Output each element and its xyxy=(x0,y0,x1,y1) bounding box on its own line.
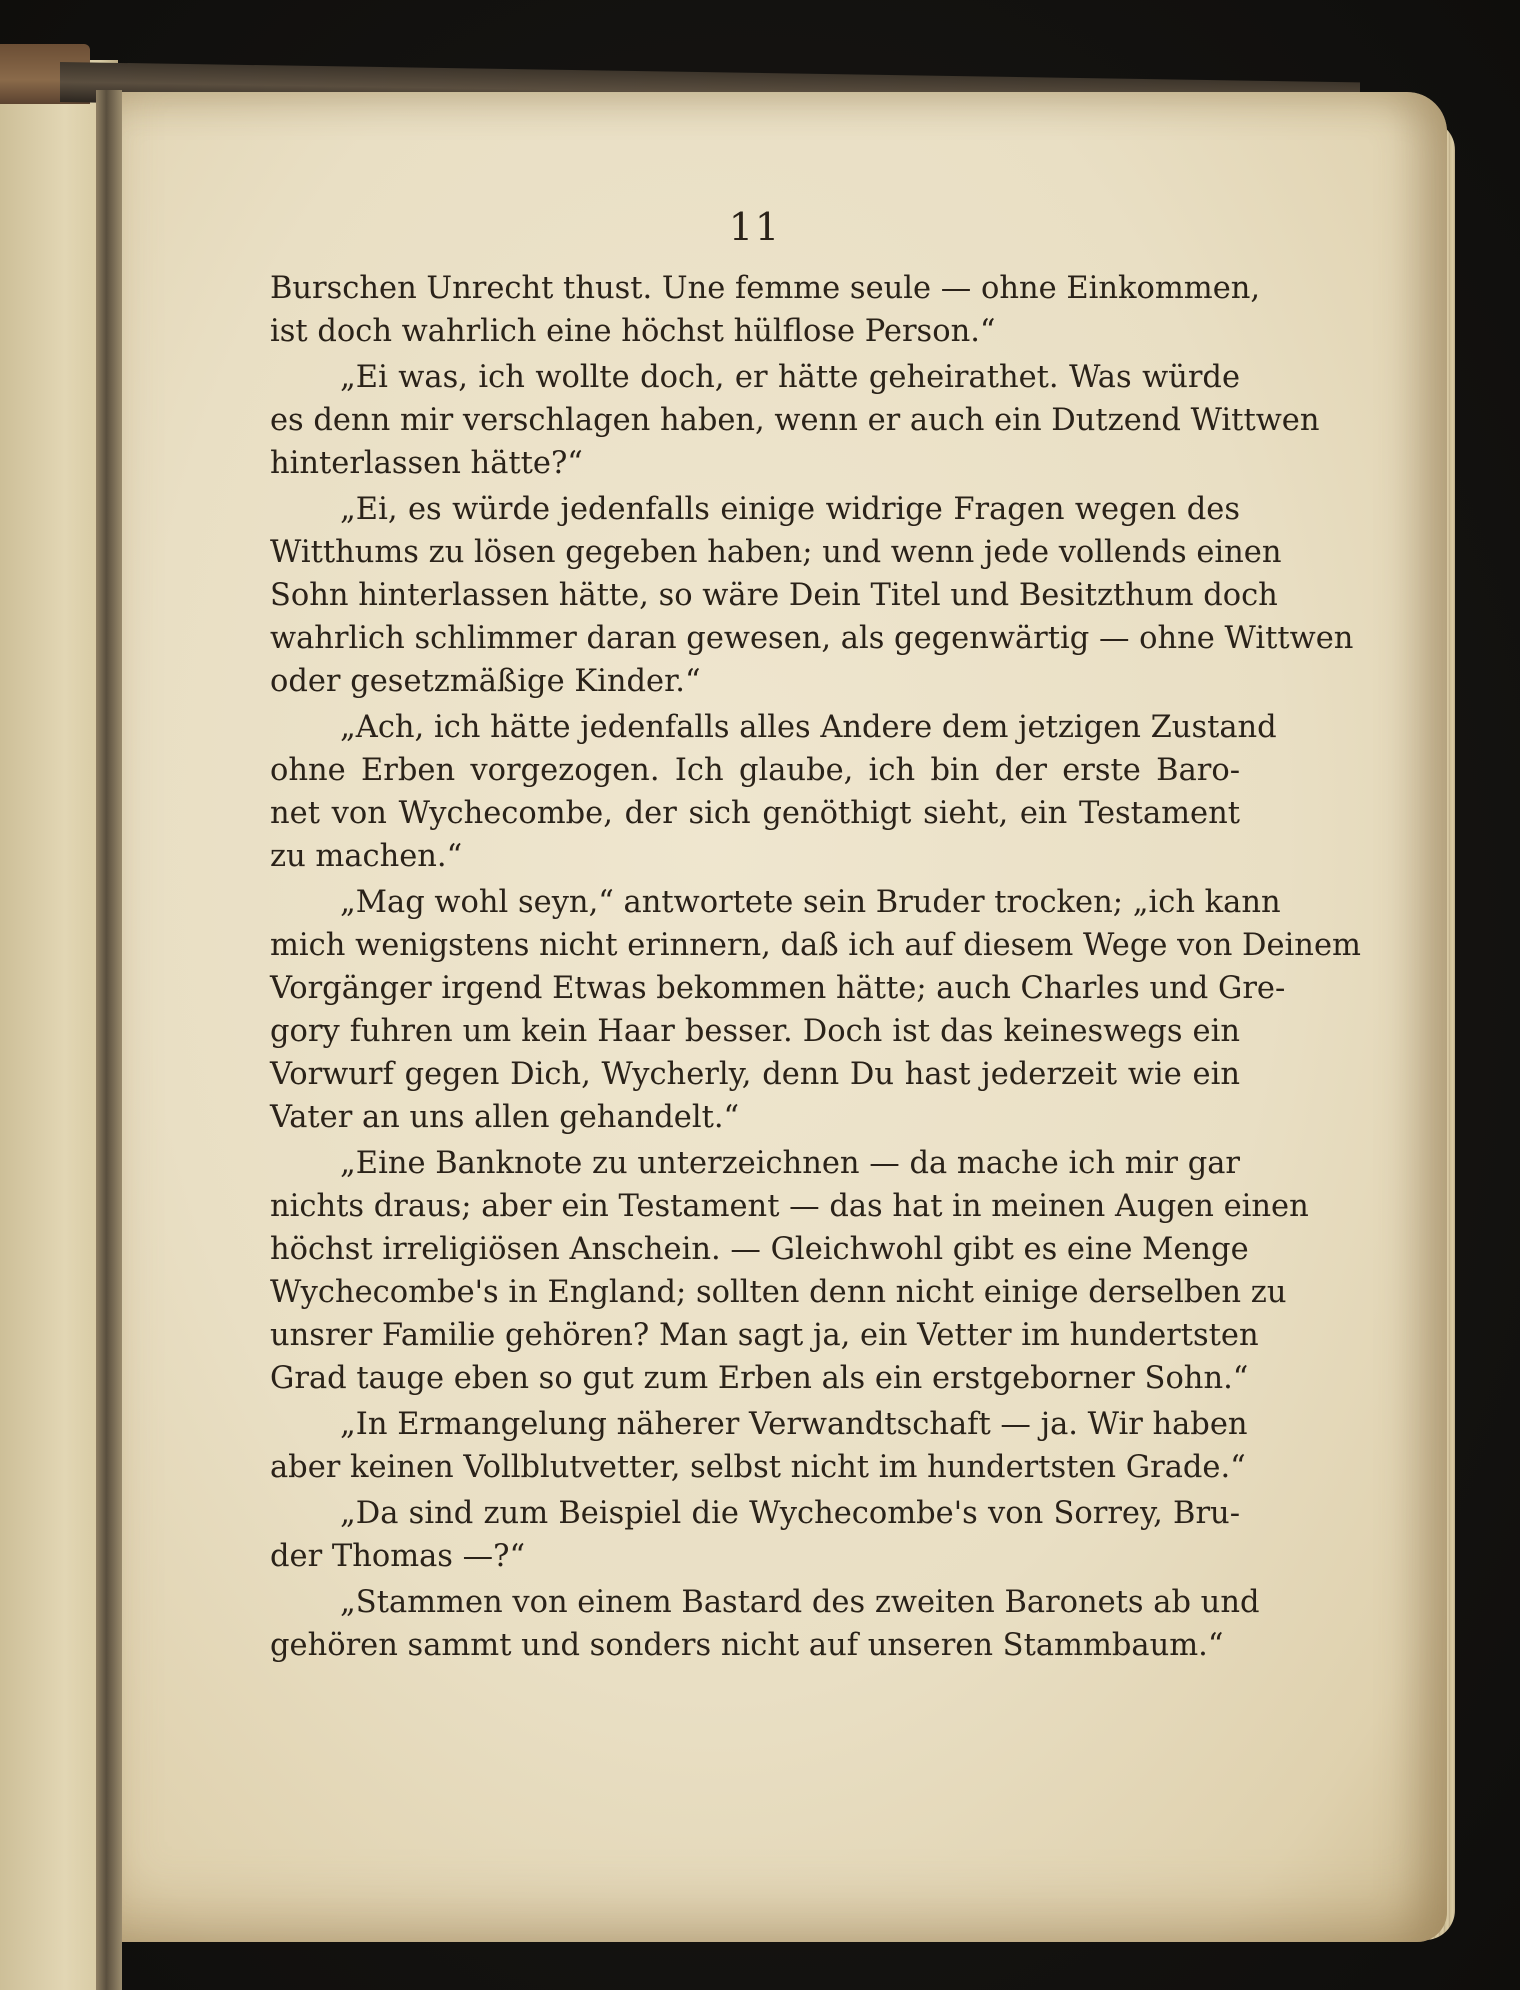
text-line: net von Wychecombe, der sich genöthigt sieht, ein Testament xyxy=(270,796,1240,831)
text-line: Wychecombe's in England; sollten denn nicht einige derselben zu xyxy=(270,1275,1287,1310)
text-line: zu machen.“ xyxy=(270,839,463,874)
text-line: Vorgänger irgend Etwas bekommen hätte; auch Charles und Gre- xyxy=(270,971,1286,1006)
text-line: Grad tauge eben so gut zum Erben als ein erstgeborner Sohn.“ xyxy=(270,1361,1249,1396)
text-line: es denn mir verschlagen haben, wenn er auch ein Dutzend Wittwen xyxy=(270,403,1320,438)
text-line: höchst irreligiösen Anschein. — Gleichwohl gibt es eine Menge xyxy=(270,1232,1249,1267)
page-number: 11 xyxy=(728,205,782,249)
text-line: nichts draus; aber ein Testament — das hat in meinen Augen einen xyxy=(270,1189,1309,1224)
text-line: mich wenigstens nicht erinnern, daß ich auf diesem Wege von Deinem xyxy=(270,928,1361,963)
text-line: Witthums zu lösen gegeben haben; und wenn jede vollends einen xyxy=(270,535,1282,570)
text-line: Burschen Unrecht thust. Une femme seule — ohne Einkommen, xyxy=(270,271,1261,306)
text-line: aber keinen Vollblutvetter, selbst nicht im hundertsten Grade.“ xyxy=(270,1450,1246,1485)
paragraph-first-line: „In Ermangelung näherer Verwandtschaft — ja. Wir haben xyxy=(340,1407,1248,1442)
text-lines xyxy=(270,267,1361,1667)
text-line: oder gesetzmäßige Kinder.“ xyxy=(270,664,701,699)
paragraph-first-line: „Eine Banknote zu unterzeichnen — da mache ich mir gar xyxy=(340,1146,1240,1181)
paragraph-first-line: „Ei, es würde jedenfalls einige widrige Fragen wegen des xyxy=(340,492,1240,527)
paragraph-first-line: „Stammen von einem Bastard des zweiten Baronets ab und xyxy=(340,1585,1260,1620)
page-text-block xyxy=(270,205,1361,1667)
text-line: hinterlassen hätte?“ xyxy=(270,446,583,481)
text-line: Sohn hinterlassen hätte, so wäre Dein Titel und Besitzthum doch xyxy=(270,578,1278,613)
paragraph-first-line: „Mag wohl seyn,“ antwortete sein Bruder trocken; „ich kann xyxy=(340,885,1281,920)
text-line: wahrlich schlimmer daran gewesen, als gegenwärtig — ohne Wittwen xyxy=(270,621,1354,656)
paragraph-first-line: „Ach, ich hätte jedenfalls alles Andere dem jetzigen Zustand xyxy=(340,710,1277,745)
text-line: Vorwurf gegen Dich, Wycherly, denn Du hast jederzeit wie ein xyxy=(270,1057,1240,1092)
text-line: ist doch wahrlich eine höchst hülflose Person.“ xyxy=(270,314,996,349)
text-line: gory fuhren um kein Haar besser. Doch ist das keineswegs ein xyxy=(270,1014,1240,1049)
text-line: ohne Erben vorgezogen. Ich glaube, ich bin der erste Baro- xyxy=(270,753,1240,788)
book-gutter xyxy=(96,90,122,1990)
text-line: unsrer Familie gehören? Man sagt ja, ein Vetter im hundertsten xyxy=(270,1318,1259,1353)
text-line: gehören sammt und sonders nicht auf unseren Stammbaum.“ xyxy=(270,1628,1224,1663)
paragraph-first-line: „Ei was, ich wollte doch, er hätte geheirathet. Was würde xyxy=(340,360,1240,395)
text-line: Vater an uns allen gehandelt.“ xyxy=(270,1100,740,1135)
paragraph-first-line: „Da sind zum Beispiel die Wychecombe's von Sorrey, Bru- xyxy=(340,1496,1240,1531)
text-line: der Thomas —?“ xyxy=(270,1539,526,1574)
